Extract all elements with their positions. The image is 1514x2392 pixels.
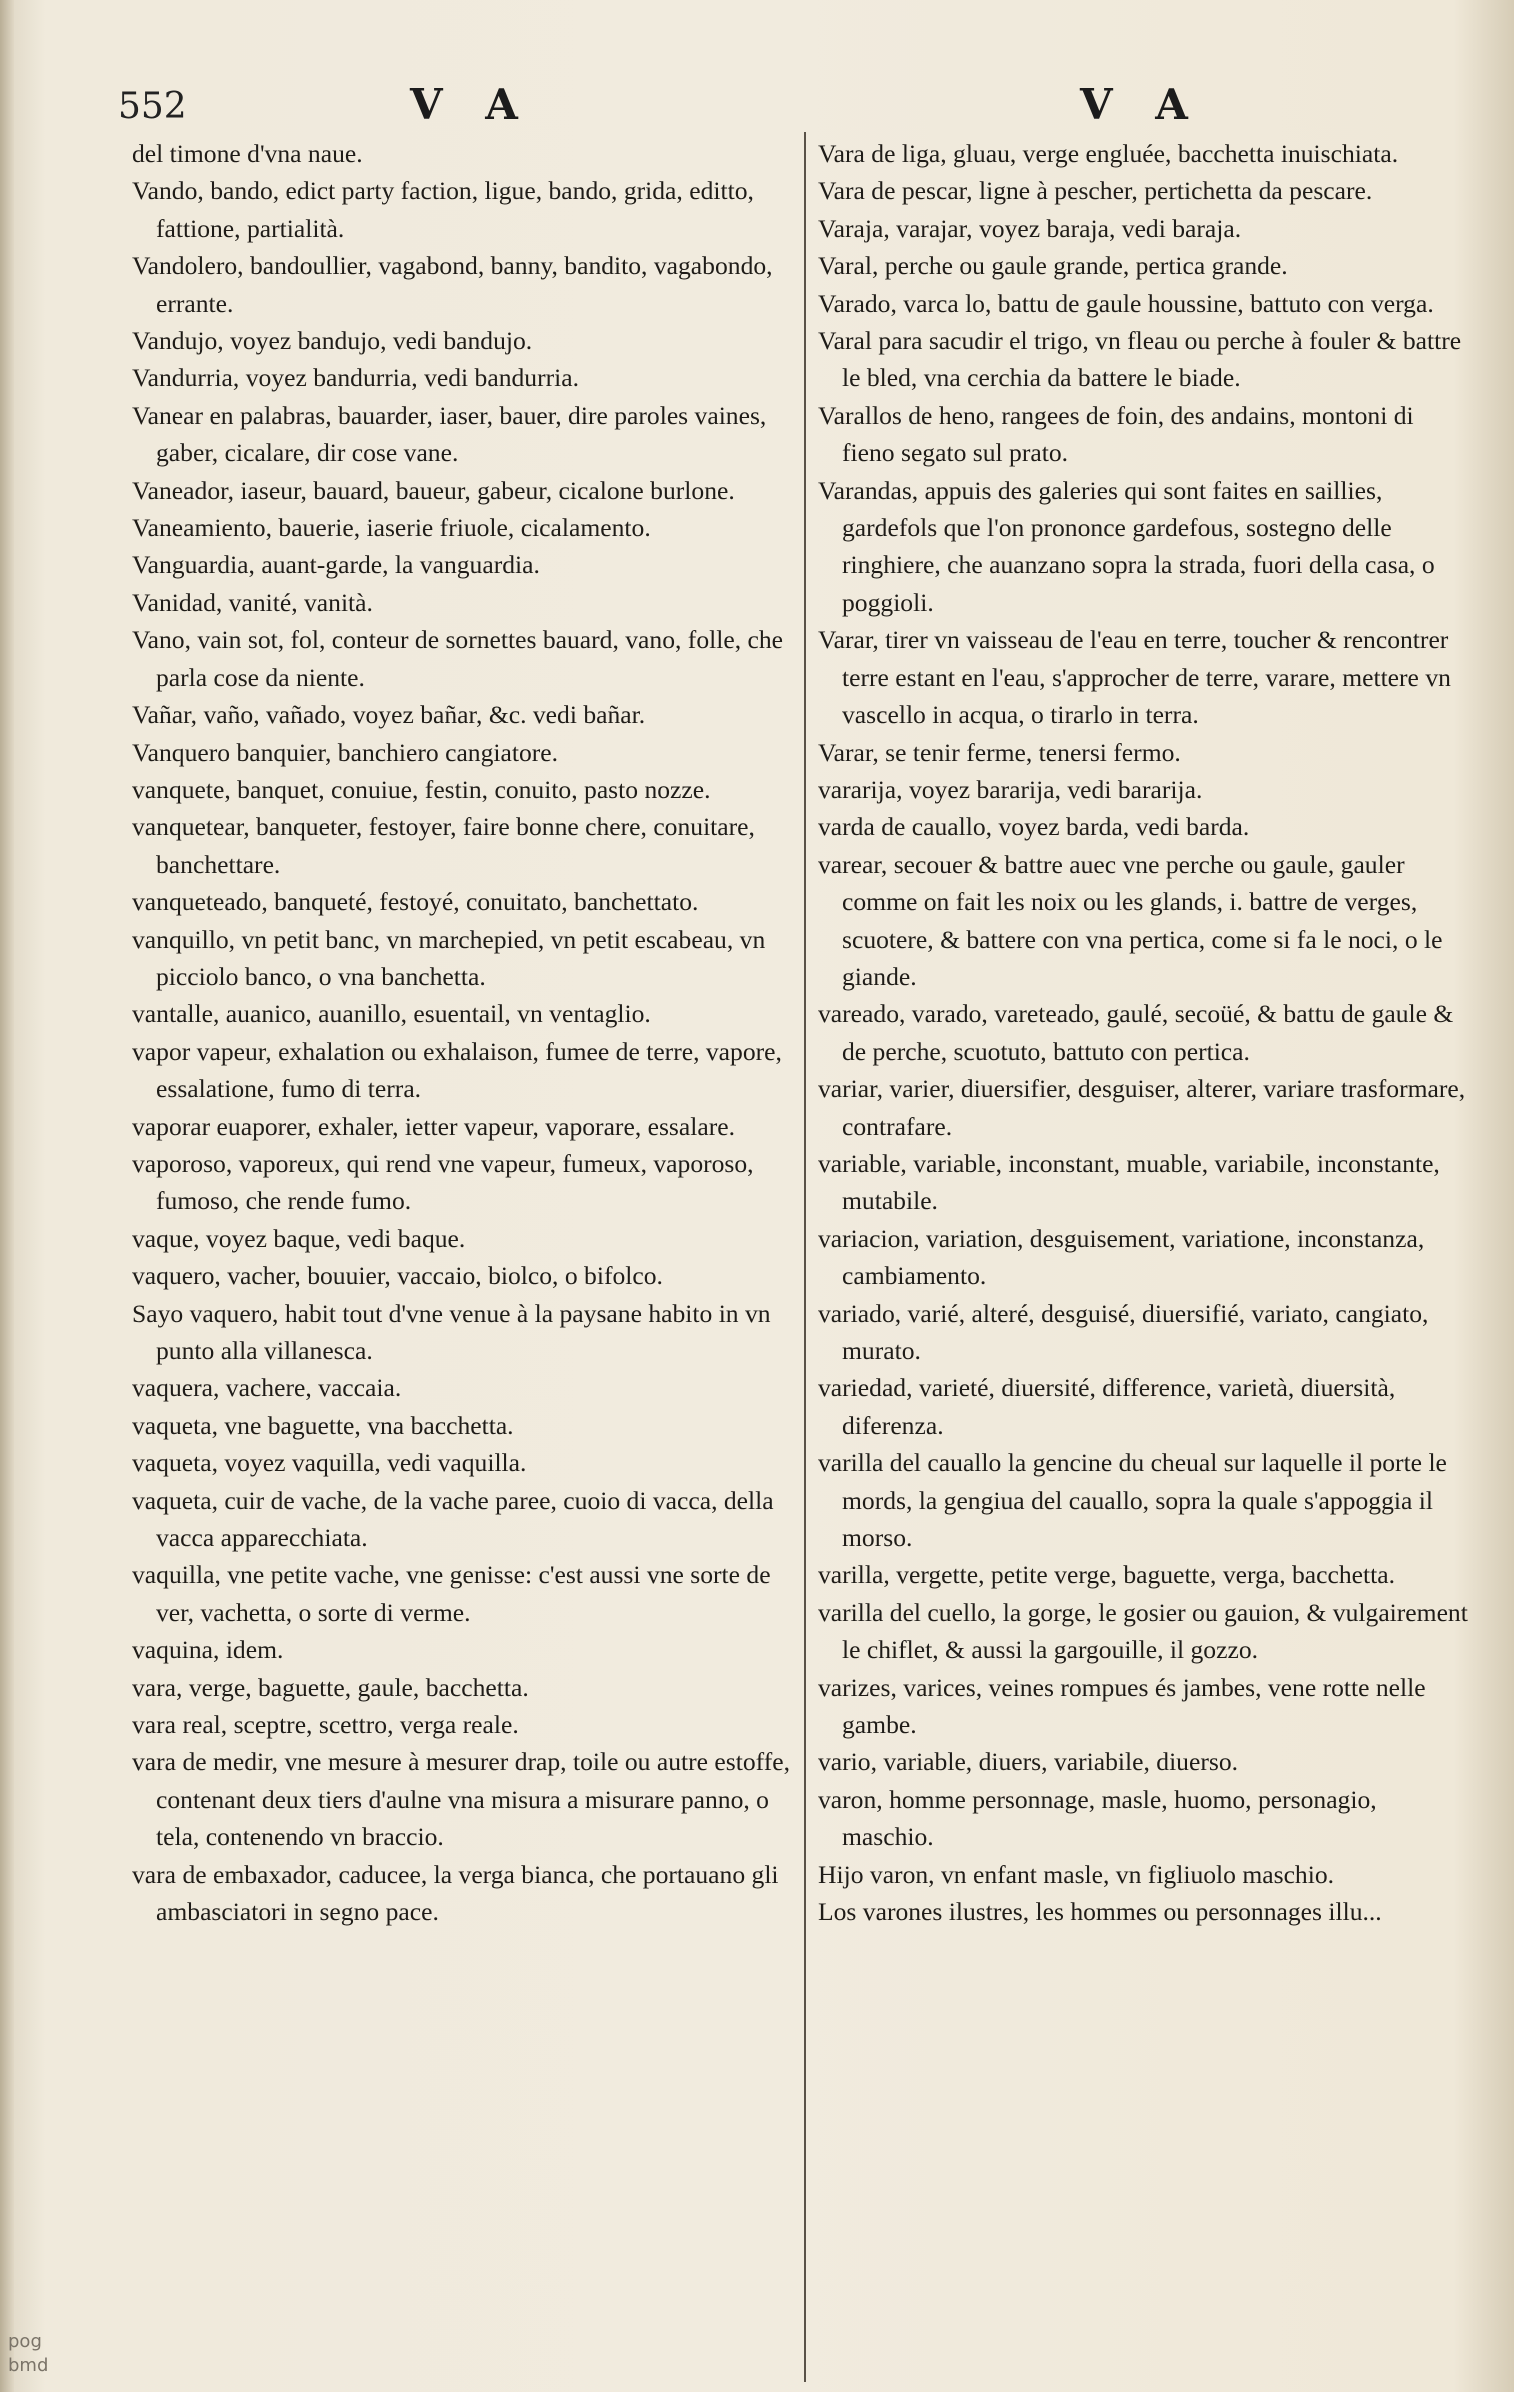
dictionary-entry: Varallos de heno, rangees de foin, des andains, montoni di fieno segato sul prato.	[818, 400, 1414, 468]
page-spine-shadow	[0, 0, 14, 2392]
dictionary-entry: vareado, varado, vareteado, gaulé, secoüé, & battu de gaule & de perche, scuotuto, battuto con pertica.	[818, 999, 1454, 1066]
dictionary-entry: variado, varié, alteré, desguisé, diuersifié, variato, cangiato, murato.	[818, 1298, 1429, 1365]
right-column-heading: V A	[1080, 80, 1202, 129]
dictionary-entry: Vanquero banquier, banchiero cangiatore.	[132, 737, 559, 767]
dictionary-entry: vara de medir, vne mesure à mesurer drap, toile ou autre estoffe, contenant deux tiers d'aulne vna misura a misurare panno, o tela, contenendo vn braccio.	[132, 1747, 790, 1852]
dictionary-entry: varizes, varices, veines rompues és jambes, vene rotte nelle gambe.	[818, 1672, 1426, 1740]
column-divider	[804, 132, 806, 2382]
margin-note: pog bmd	[8, 2331, 49, 2376]
dictionary-entry: vaque, voyez baque, vedi baque.	[132, 1223, 466, 1253]
dictionary-entry: varilla del cauallo la gencine du cheual sur laquelle il porte le mords, la gengiua del cauallo, sopra la quale s'appoggia il morso.	[818, 1448, 1447, 1553]
dictionary-entry: variable, variable, inconstant, muable, variabile, inconstante, mutabile.	[818, 1148, 1440, 1216]
dictionary-entry: Vañar, vaño, vañado, voyez bañar, &c. vedi bañar.	[132, 700, 646, 730]
dictionary-entry: Hijo varon, vn enfant masle, vn figliuolo maschio.	[818, 1859, 1335, 1889]
left-column-entries	[132, 135, 792, 1931]
page-number: 552	[118, 86, 187, 127]
dictionary-entry: vanqueteado, banqueté, festoyé, conuitato, banchettato.	[132, 887, 699, 917]
dictionary-entry: Varar, tirer vn vaisseau de l'eau en terre, toucher & rencontrer terre estant en l'eau, s'approcher de terre, varare, mettere vn vascello in acqua, o tirarlo in terra.	[818, 625, 1451, 730]
dictionary-entry: vaquilla, vne petite vache, vne genisse: c'est aussi vne sorte de ver, vachetta, o sorte di verme.	[132, 1560, 771, 1627]
dictionary-entry: Varal para sacudir el trigo, vn fleau ou perche à fouler & battre le bled, vna cerchia da battere le biade.	[818, 326, 1462, 393]
dictionary-entry: Vanguardia, auant-garde, la vanguardia.	[132, 550, 540, 580]
dictionary-entry: Vando, bando, edict party faction, ligue, bando, grida, editto, fattione, partialità.	[132, 176, 754, 243]
dictionary-entry: variedad, varieté, diuersité, difference, varietà, diuersità, diferenza.	[818, 1373, 1396, 1440]
dictionary-entry: vantalle, auanico, auanillo, esuentail, vn ventaglio.	[132, 999, 651, 1029]
dictionary-entry: variacion, variation, desguisement, variatione, inconstanza, cambiamento.	[818, 1223, 1425, 1291]
dictionary-entry: Varandas, appuis des galeries qui sont faites en saillies, gardefols que l'on prononce gardefous, sostegno delle ringhiere, che auanzano sopra la strada, fuori della casa, o poggioli.	[818, 475, 1435, 617]
dictionary-entry: Varado, varca lo, battu de gaule houssine, battuto con verga.	[818, 288, 1434, 318]
dictionary-entry: vaporar euaporer, exhaler, ietter vapeur, vaporare, essalare.	[132, 1111, 736, 1141]
dictionary-entry: vara, verge, baguette, gaule, bacchetta.	[132, 1672, 529, 1702]
dictionary-entry: Vaneador, iaseur, bauard, baueur, gabeur, cicalone burlone.	[132, 475, 735, 505]
dictionary-entry: Los varones ilustres, les hommes ou personnages illu...	[818, 1897, 1382, 1927]
dictionary-entry: varilla del cuello, la gorge, le gosier ou gauion, & vulgairement le chiflet, & aussi la gargouille, il gozzo.	[818, 1597, 1468, 1665]
dictionary-entry: Vandurria, voyez bandurria, vedi bandurria.	[132, 363, 580, 393]
dictionary-entry: vario, variable, diuers, variabile, diuerso.	[818, 1747, 1239, 1777]
dictionary-entry: vaqueta, vne baguette, vna bacchetta.	[132, 1410, 514, 1440]
dictionary-entry: vara real, sceptre, scettro, verga reale.	[132, 1710, 519, 1740]
running-header	[0, 72, 1514, 132]
dictionary-entry: Vandujo, voyez bandujo, vedi bandujo.	[132, 326, 533, 356]
dictionary-entry: vanquillo, vn petit banc, vn marchepied, vn petit escabeau, vn picciolo banco, o vna banchetta.	[132, 924, 766, 991]
dictionary-entry: vaquina, idem.	[132, 1635, 284, 1665]
dictionary-entry: vara de embaxador, caducee, la verga bianca, che portauano gli ambasciatori in segno pace.	[132, 1859, 779, 1927]
dictionary-entry: vaqueta, voyez vaquilla, vedi vaquilla.	[132, 1448, 527, 1478]
dictionary-entry: Vara de pescar, ligne à pescher, pertichetta da pescare.	[818, 176, 1373, 206]
dictionary-entry: Vanidad, vanité, vanità.	[132, 587, 373, 617]
dictionary-entry: vararija, voyez bararija, vedi bararija.	[818, 774, 1203, 804]
dictionary-entry: varilla, vergette, petite verge, baguette, verga, bacchetta.	[818, 1560, 1396, 1590]
dictionary-entry: variar, varier, diuersifier, desguiser, alterer, variare trasformare, contrafare.	[818, 1074, 1466, 1141]
dictionary-entry: vaquera, vachere, vaccaia.	[132, 1373, 402, 1403]
dictionary-entry: Varar, se tenir ferme, tenersi fermo.	[818, 737, 1181, 767]
dictionary-entry: vaqueta, cuir de vache, de la vache paree, cuoio di vacca, della vacca apparecchiata.	[132, 1485, 774, 1553]
dictionary-entry: varda de cauallo, voyez barda, vedi barda.	[818, 812, 1250, 842]
dictionary-entry: vaporoso, vaporeux, qui rend vne vapeur, fumeux, vaporoso, fumoso, che rende fumo.	[132, 1148, 754, 1216]
dictionary-entry: Varaja, varajar, voyez baraja, vedi baraja.	[818, 213, 1242, 243]
dictionary-entry: Vandolero, bandoullier, vagabond, banny, bandito, vagabondo, errante.	[132, 251, 773, 318]
dictionary-entry: Vano, vain sot, fol, conteur de sornettes bauard, vano, folle, che parla cose da niente.	[132, 625, 784, 692]
dictionary-entry: Vara de liga, gluau, verge engluée, bacchetta inuischiata.	[818, 139, 1399, 168]
dictionary-entry: varear, secouer & battre auec vne perche ou gaule, gauler comme on fait les noix ou les glands, i. battre de verges, scuotere, & battere con vna pertica, come si fa le noci, o le giande.	[818, 849, 1443, 991]
right-column-entries	[818, 135, 1468, 1931]
dictionary-entry: Vaneamiento, bauerie, iaserie friuole, cicalamento.	[132, 513, 651, 543]
dictionary-entry: vanquetear, banqueter, festoyer, faire bonne chere, conuitare, banchettare.	[132, 812, 755, 879]
dictionary-entry: del timone d'vna naue.	[132, 139, 363, 168]
left-column-heading: V A	[410, 80, 532, 129]
dictionary-entry: vaquero, vacher, bouuier, vaccaio, biolco, o bifolco.	[132, 1261, 663, 1291]
dictionary-entry: varon, homme personnage, masle, huomo, personagio, maschio.	[818, 1784, 1377, 1852]
dictionary-entry: Vanear en palabras, bauarder, iaser, bauer, dire paroles vaines, gaber, cicalare, dir cose vane.	[132, 400, 767, 468]
dictionary-entry: vapor vapeur, exhalation ou exhalaison, fumee de terre, vapore, essalatione, fumo di terra.	[132, 1036, 782, 1104]
dictionary-entry: Varal, perche ou gaule grande, pertica grande.	[818, 251, 1288, 281]
dictionary-entry: vanquete, banquet, conuiue, festin, conuito, pasto nozze.	[132, 774, 711, 804]
dictionary-entry: Sayo vaquero, habit tout d'vne venue à la paysane habito in vn punto alla villanesca.	[132, 1298, 771, 1365]
